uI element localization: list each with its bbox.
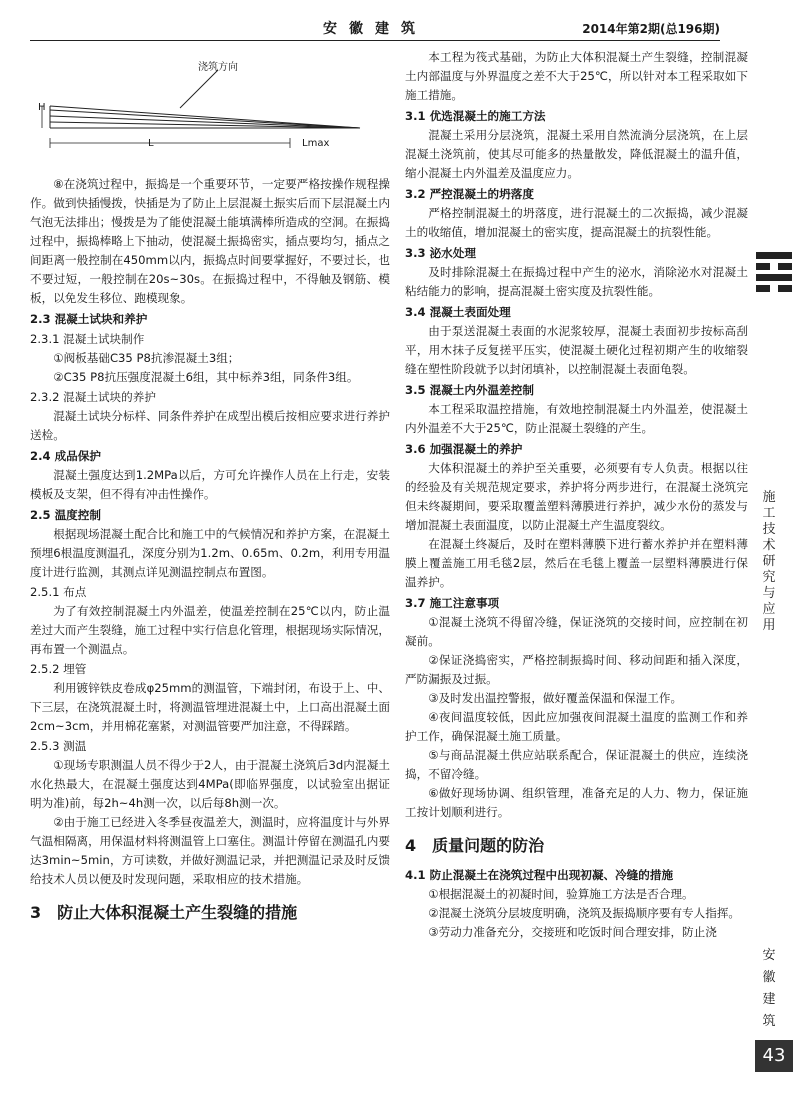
section-heading: 3 防止大体积混凝土产生裂缝的措施 bbox=[30, 903, 298, 922]
section-heading: 4 质量问题的防治 bbox=[405, 836, 545, 855]
paragraph: ②混凝土浇筑分层坡度明确，浇筑及振捣顺序要有专人指挥。 bbox=[428, 906, 741, 920]
subsection-heading: 2.4 成品保护 bbox=[30, 449, 101, 463]
paragraph: 混凝土试块分标样、同条件养护在成型出模后按相应要求进行养护送检。 bbox=[30, 409, 390, 442]
paragraph: ①根据混凝土的初凝时间，验算施工方法是否合理。 bbox=[428, 887, 694, 901]
journal-name: 安徽建筑 bbox=[323, 21, 427, 37]
subsection-heading: 4.1 防止混凝土在浇筑过程中出现初凝、冷缝的措施 bbox=[405, 868, 674, 882]
subsection-heading: 3.6 加强混凝土的养护 bbox=[405, 442, 523, 456]
pour-direction-figure bbox=[30, 48, 390, 171]
figure-label-lmax: Lmax bbox=[302, 138, 330, 149]
figure-label-l: L bbox=[148, 138, 154, 149]
paragraph: 混凝土采用分层浇筑，混凝土采用自然流淌分层浇筑，在上层混凝土浇筑前，使其尽可能多的热量散发，降低混凝土的温升值，缩小混凝土内外温差及温度应力。 bbox=[405, 128, 748, 180]
sub-subsection-heading: 2.5.1 布点 bbox=[30, 585, 87, 599]
paragraph: 严格控制混凝土的坍落度，进行混凝土的二次振捣，减少混凝土的收缩值，增加混凝土的密实度，提高混凝土的抗裂性能。 bbox=[405, 206, 748, 239]
paragraph: 由于泵送混凝土表面的水泥浆较厚，混凝土表面初步按标高刮平，用木抹子反复搓平压实，使混凝土硬化过程初期产生的收缩裂缝在塑性阶段就予以封闭填补，以控制混凝土表面龟裂。 bbox=[405, 324, 748, 376]
sub-subsection-heading: 2.5.2 埋管 bbox=[30, 662, 87, 676]
page-header bbox=[30, 10, 720, 41]
left-column-text bbox=[30, 175, 390, 925]
section-band-icon bbox=[756, 248, 792, 292]
paragraph: 为了有效控制混凝土内外温差，使温差控制在25℃以内，防止温差过大而产生裂缝，施工过程中实行信息化管理，根据现场实际情况，再布置一个测温点。 bbox=[30, 604, 390, 656]
journal-name-vertical: 安 徽 建 筑 bbox=[762, 948, 776, 1029]
paragraph: 混凝土强度达到1.2MPa以后，方可允许操作人员在上行走，安装模板及支架，但不得有冲击性操作。 bbox=[30, 468, 390, 501]
left-column bbox=[30, 48, 390, 933]
section-title-vertical: 施 工 技 术 研 究 与 应 用 bbox=[762, 490, 776, 633]
subsection-heading: 3.5 混凝土内外温差控制 bbox=[405, 383, 534, 397]
paragraph: ③及时发出温控警报，做好覆盖保温和保湿工作。 bbox=[428, 691, 683, 705]
sub-subsection-heading: 2.3.1 混凝土试块制作 bbox=[30, 332, 145, 346]
paragraph: ③劳动力准备充分，交接班和吃饭时间合理安排，防止浇 bbox=[428, 925, 717, 939]
figure-label-h: H bbox=[38, 102, 46, 113]
subsection-heading: 3.4 混凝土表面处理 bbox=[405, 305, 511, 319]
subsection-heading: 2.3 混凝土试块和养护 bbox=[30, 312, 148, 326]
right-column-text bbox=[405, 48, 748, 942]
right-column bbox=[405, 48, 748, 942]
paragraph: ②保证浇捣密实，严格控制振捣时间、移动间距和插入深度，严防漏振及过振。 bbox=[405, 653, 748, 686]
paragraph: ⑤与商品混凝土供应站联系配合，保证混凝土的供应，连续浇捣，不留冷缝。 bbox=[405, 748, 748, 781]
paragraph: ①现场专职测温人员不得少于2人，由于混凝土浇筑后3d内混凝土水化热最大，在混凝土强度达到4MPa(即临界强度，以试验室出据证明为准)前，每2h~4h测一次，以后每8h测一次。 bbox=[30, 758, 390, 810]
subsection-heading: 3.7 施工注意事项 bbox=[405, 596, 500, 610]
page-number: 43 bbox=[755, 1040, 793, 1072]
paragraph: ①阀板基础C35 P8抗渗混凝土3组； bbox=[53, 351, 240, 365]
sub-subsection-heading: 2.3.2 混凝土试块的养护 bbox=[30, 390, 156, 404]
paragraph: 及时排除混凝土在振捣过程中产生的泌水，消除泌水对混凝土粘结能力的影响，提高混凝土密实度及抗裂性能。 bbox=[405, 265, 748, 298]
subsection-heading: 3.3 泌水处理 bbox=[405, 246, 476, 260]
subsection-heading: 2.5 温度控制 bbox=[30, 508, 101, 522]
paragraph: 利用镀锌铁皮卷成φ25mm的测温管，下端封闭，布设于上、中、下三层，在浇筑混凝土时，将测温管埋进混凝土中，上口高出混凝土面2cm~3cm，并用棉花塞紧，对测温管要严加注意，不得踩踏。 bbox=[30, 681, 390, 733]
paragraph: 在混凝土终凝后，及时在塑料薄膜下进行蓄水养护并在塑料薄膜上覆盖施工用毛毯2层，然后在毛毯上覆盖一层塑料薄膜进行保温养护。 bbox=[405, 537, 748, 589]
paragraph: ④夜间温度较低，因此应加强夜间混凝土温度的监测工作和养护工作，确保混凝土施工质量。 bbox=[405, 710, 748, 743]
issue-info: 2014年第2期(总196期) bbox=[582, 22, 720, 36]
paragraph: 根据现场混凝土配合比和施工中的气候情况和养护方案，在混凝土预埋6根温度测温孔，深度分别为1.2m、0.65m、0.2m，利用专用温度计进行监测，其测点详见测温控制点布置图。 bbox=[30, 527, 390, 579]
paragraph: ⑧在浇筑过程中，振捣是一个重要环节，一定要严格按操作规程操作。做到快插慢拨，快插是为了防止上层混凝土振实后而下层混凝土内气泡无法排出；慢拨是为了能使混凝土能填满棒所造成的空洞。在振捣过程中，振捣棒略上下抽动，使混凝土振捣密实，插点要均匀，插点之间距离一般控制在450mm以内，振捣点时间要掌握好，不要过长，也不要过短，一般控制在20s~30s。在振捣过程中，不得触及钢筋、模板，以免发生移位、跑模现象。 bbox=[30, 177, 390, 305]
subsection-heading: 3.2 严控混凝土的坍落度 bbox=[405, 187, 534, 201]
figure-label-direction: 浇筑方向 bbox=[198, 62, 238, 73]
paragraph: ①混凝土浇筑不得留冷缝，保证浇筑的交接时间，应控制在初凝前。 bbox=[405, 615, 748, 648]
paragraph: ②由于施工已经进入冬季昼夜温差大，测温时，应将温度计与外界气温相隔离，用保温材料将测温管上口塞住。测温计停留在测温孔内要达3min~5min，方可读数，并做好测温记录，并把测温记录及时反馈给技术人员以便及时发现问题，采取相应的技术措施。 bbox=[30, 815, 390, 886]
paragraph: ⑥做好现场协调、组织管理，准备充足的人力、物力，保证施工按计划顺利进行。 bbox=[405, 786, 748, 819]
paragraph: 本工程采取温控措施，有效地控制混凝土内外温差，使混凝土内外温差不大于25℃，防止混凝土裂缝的产生。 bbox=[405, 402, 748, 435]
subsection-heading: 3.1 优选混凝土的施工方法 bbox=[405, 109, 546, 123]
sub-subsection-heading: 2.5.3 测温 bbox=[30, 739, 87, 753]
paragraph: ②C35 P8抗压强度混凝土6组，其中标养3组，同条件3组。 bbox=[53, 370, 359, 384]
paragraph: 本工程为筏式基础，为防止大体积混凝土产生裂缝，控制混凝土内部温度与外界温度之差不大于25℃，所以针对本工程采取如下施工措施。 bbox=[405, 50, 748, 102]
paragraph: 大体积混凝土的养护至关重要，必须要有专人负责。根据以往的经验及有关规范规定要求，养护将分两步进行，在混凝土浇筑完但未终凝期间，要采取覆盖塑料薄膜进行养护，减少水份的蒸发与增加混凝土表面温度，以防止混凝土产生温度裂纹。 bbox=[405, 461, 748, 532]
